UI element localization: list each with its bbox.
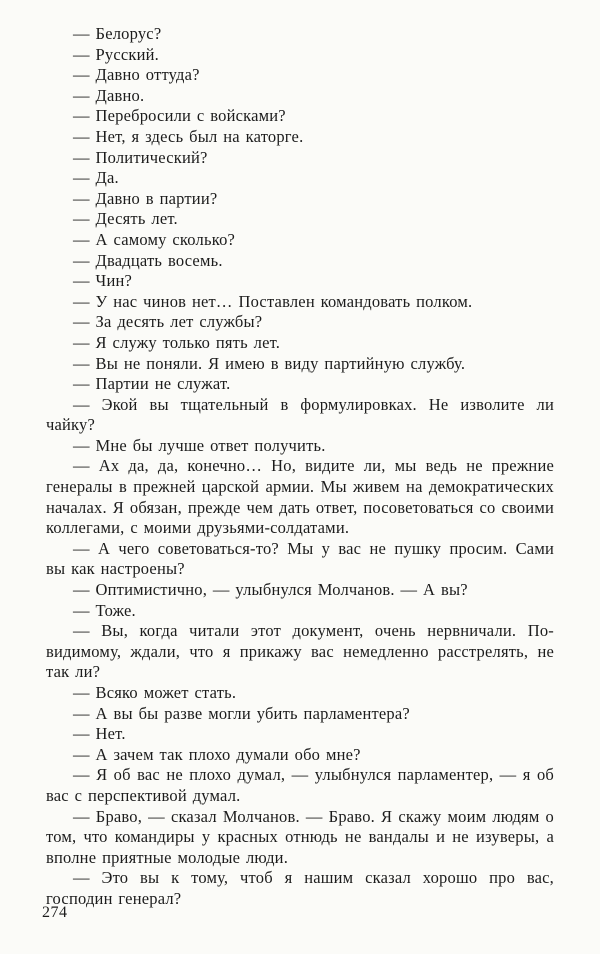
paragraph: — Перебросили с войсками? bbox=[73, 106, 286, 126]
paragraph: — Я служу только пять лет. bbox=[73, 332, 281, 352]
paragraph: — Тоже. bbox=[73, 600, 136, 620]
paragraph: — Браво, — сказал Молчанов. — Браво. Я скажу моим людям о том, что командиры у красных отнюдь не вандалы и не изуверы, а вполне приятные молодые люди. bbox=[46, 806, 554, 867]
paragraph: — А вы бы разве могли убить парламентера? bbox=[73, 703, 410, 723]
paragraph: — Политический? bbox=[73, 147, 208, 167]
paragraph: — А зачем так плохо думали обо мне? bbox=[73, 744, 361, 764]
paragraph: — Вы не поняли. Я имею в виду партийную службу. bbox=[73, 353, 466, 373]
paragraph: — Оптимистично, — улыбнулся Молчанов. — А вы? bbox=[73, 580, 468, 600]
paragraph: — Экой вы тщательный в формулировках. Не изволите ли чайку? bbox=[46, 394, 554, 435]
paragraph: — Всяко может стать. bbox=[73, 683, 237, 702]
paragraph: — Нет. bbox=[73, 724, 126, 744]
paragraph: — Белорус? bbox=[73, 24, 162, 43]
paragraph: — Двадцать восемь. bbox=[73, 250, 223, 270]
page-number: 274 bbox=[42, 904, 68, 921]
dialogue-text bbox=[46, 24, 554, 910]
paragraph: — Русский. bbox=[73, 44, 159, 64]
paragraph: — Это вы к тому, чтоб я нашим сказал хорошо про вас, господин генерал? bbox=[46, 868, 554, 908]
paragraph: — Я об вас не плохо думал, — улыбнулся парламентер, — я об вас с перспективой думал. bbox=[46, 765, 554, 805]
paragraph: — За десять лет службы? bbox=[73, 312, 263, 332]
paragraph: — Ах да, да, конечно… Но, видите ли, мы ведь не прежние генералы в прежней царской армии. Мы живем на демократических началах. Я обязан, прежде чем дать ответ, посоветоваться со своими коллегами, с моими друзьями-солдатами. bbox=[46, 456, 554, 538]
paragraph: — Давно. bbox=[73, 85, 145, 105]
paragraph: — Давно в партии? bbox=[73, 188, 218, 208]
paragraph: — У нас чинов нет… Поставлен командовать полком. bbox=[73, 291, 473, 311]
paragraph: — Нет, я здесь был на каторге. bbox=[73, 126, 304, 146]
paragraph: — Партии не служат. bbox=[73, 374, 231, 394]
paragraph: — Вы, когда читали этот документ, очень нервничали. По-видимому, ждали, что я прикажу вас немедленно расстрелять, не так ли? bbox=[46, 621, 554, 682]
paragraph: — А самому сколько? bbox=[73, 229, 236, 249]
paragraph: — Десять лет. bbox=[73, 209, 178, 229]
paragraph: — Давно оттуда? bbox=[73, 65, 200, 85]
paragraph: — А чего советоваться-то? Мы у вас не пушку просим. Сами вы как настроены? bbox=[46, 538, 554, 579]
paragraph: — Да. bbox=[73, 168, 119, 188]
paragraph: — Чин? bbox=[73, 271, 133, 291]
paragraph: — Мне бы лучше ответ получить. bbox=[73, 435, 326, 455]
